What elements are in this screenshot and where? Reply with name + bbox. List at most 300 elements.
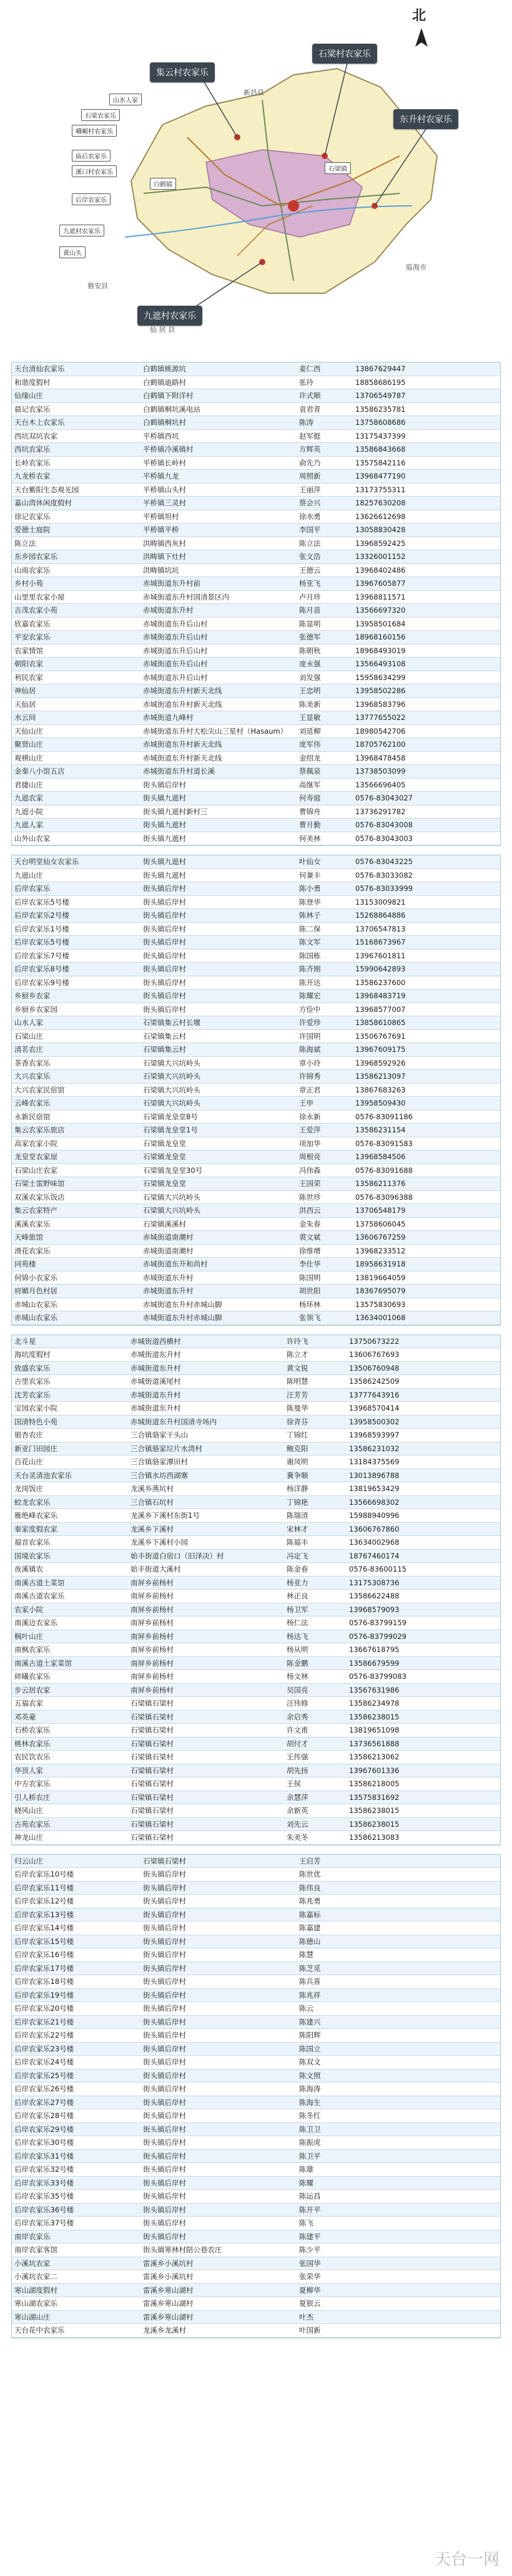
farm-owner: 陈文照 (299, 2071, 321, 2080)
table-row (12, 1348, 500, 1362)
farm-phone: 13867629447 (355, 364, 406, 374)
farm-owner: 王显敏 (299, 713, 321, 722)
farm-phone: 13958501684 (355, 619, 406, 628)
farm-owner: 陈海涛 (299, 2084, 321, 2094)
farm-phone: 13968483719 (355, 991, 406, 1001)
table-row (12, 1882, 500, 1895)
farm-owner: 张德军 (299, 633, 321, 642)
table-row (12, 389, 500, 403)
table-row (12, 855, 500, 869)
farm-owner: 陈慧 (299, 1950, 313, 1960)
farm-phone: 13506760948 (349, 1363, 400, 1373)
farm-address: 赤城街道东升后山村 (143, 673, 208, 682)
table-row (12, 765, 500, 779)
farm-name: 后岸农家乐32号楼 (14, 2165, 74, 2174)
farm-address: 平桥镇九龙 (143, 472, 179, 481)
farm-owner: 陈齐刚 (299, 965, 321, 974)
map-tag: 后岸农家乐 (72, 193, 111, 205)
farm-name: 朝阳农家 (14, 659, 43, 669)
table-row (12, 2123, 500, 2137)
farm-phone: 13858610865 (355, 1018, 406, 1028)
farm-name: 寒山湖农家乐 (14, 2299, 57, 2308)
farm-address: 街头镇后岸村 (143, 1004, 186, 1014)
farm-phone: 13173755311 (355, 485, 406, 494)
table-row (12, 1804, 500, 1818)
farm-name: 华顶人家 (14, 1766, 43, 1775)
farm-name: 秦家度假农家 (14, 1524, 57, 1533)
farm-address: 石梁镇龙皇堂 (143, 1179, 186, 1188)
farm-owner: 陈雄 (299, 2165, 313, 2174)
farm-name: 归云山庄 (14, 1856, 43, 1865)
farm-owner: 汪伟修 (287, 1699, 308, 1708)
farm-address: 石梁镇石梁村 (130, 1792, 174, 1802)
farm-owner: 陈朝秋 (299, 646, 321, 655)
table-row (12, 443, 500, 457)
farm-phone: 0576-83799029 (349, 1631, 406, 1641)
farm-address: 街头镇后岸村 (143, 2124, 186, 2134)
farm-address: 石梁镇石梁村 (143, 1856, 186, 1865)
table-row (12, 1218, 500, 1232)
table-row (12, 1922, 500, 1935)
farm-owner: 高继军 (299, 780, 321, 789)
farm-name: 桃林农家乐 (14, 1739, 51, 1748)
farm-name: 南岸农家客馆 (14, 2245, 57, 2255)
farm-phone: 13958500302 (349, 1417, 400, 1426)
farm-address: 赤城街道南潮村 (143, 1246, 194, 1255)
farm-owner: 杨卫军 (287, 1605, 308, 1614)
farm-phone: 0576-83799159 (349, 1618, 406, 1628)
farm-address: 街头镇九遮村 (143, 794, 186, 803)
table-row (12, 950, 500, 963)
farm-address: 街头镇后岸村 (143, 1910, 186, 1919)
callout-jiyun: 集云村农家乐 (150, 62, 215, 82)
table-row (12, 1177, 500, 1191)
table-row (12, 725, 500, 739)
table-row (12, 510, 500, 524)
farm-name: 沈芳农家乐 (14, 1390, 51, 1399)
farm-owner: 胡付才 (287, 1739, 308, 1748)
farm-owner: 杨环林 (299, 1300, 321, 1309)
farm-name: 后岸农家乐19号楼 (14, 1990, 74, 2000)
table-row (12, 376, 500, 390)
farm-phone: 0576-83043008 (355, 820, 413, 830)
farm-owner: 杨达飞 (287, 1631, 308, 1641)
table-row (12, 1389, 500, 1402)
farm-address: 赤城街道东升村大松尖山三星村（Hasaum） (143, 726, 288, 736)
table-row (12, 2002, 500, 2016)
farm-name: 天台清仙农家乐 (14, 364, 65, 374)
farm-name: 晓风山庄 (14, 1806, 43, 1815)
farm-address: 街头镇后岸村 (143, 2192, 186, 2201)
map-tag: 石梁镇 (325, 162, 351, 174)
farm-phone: 13968478458 (355, 753, 406, 762)
table-row (12, 1375, 500, 1389)
table-row (12, 1111, 500, 1124)
farm-phone: 18958631918 (355, 1260, 406, 1269)
farm-owner: 陈美新 (299, 699, 321, 709)
table-row (12, 1962, 500, 1976)
farm-phone: 13586231032 (349, 1444, 400, 1453)
farm-name: 后岸农家乐20号楼 (14, 2004, 74, 2013)
table-row (12, 1616, 500, 1630)
farm-phone: 13867683263 (355, 1085, 406, 1094)
farm-address: 街头镇后岸村 (143, 1923, 186, 1933)
farm-phone: 13819651098 (349, 1726, 400, 1735)
table-row (12, 1523, 500, 1537)
table-row (12, 1070, 500, 1084)
table-row (12, 1271, 500, 1285)
farm-address: 赤城街道东升村 (143, 606, 194, 615)
table-row (12, 1895, 500, 1908)
farm-address: 街头镇后岸村 (143, 2071, 186, 2080)
map-tag: 石梁农家乐 (81, 109, 120, 121)
farm-owner: 黄文锐 (287, 1363, 308, 1373)
farm-address: 赤城街道东升村 (143, 1273, 194, 1282)
farm-phone: 13758606045 (355, 1219, 406, 1228)
farm-name: 后岸农家乐1号楼 (14, 924, 69, 933)
farm-name: 后岸农家乐22号楼 (14, 2031, 74, 2040)
farm-address: 石梁镇石梁村 (130, 1766, 174, 1775)
table-row (12, 1751, 500, 1764)
farm-owner: 陈二保 (299, 924, 321, 933)
farm-address: 赤城街道东升村新天北线 (143, 686, 222, 696)
farm-name: 枫叶山庄 (14, 1631, 43, 1641)
farm-owner: 叶国新 (299, 2326, 321, 2335)
farm-phone: 13586213097 (355, 1072, 406, 1081)
farm-owner: 李仕华 (299, 1260, 321, 1269)
table-row (12, 832, 500, 846)
table-row (12, 2096, 500, 2110)
table-row (12, 1935, 500, 1949)
farm-phone: 13634001068 (355, 1313, 406, 1323)
north-indicator: 北 (412, 8, 426, 24)
farm-owner: 王国荣 (299, 1179, 321, 1188)
farm-name: 南溪边农家乐 (14, 1618, 57, 1628)
farm-address: 街头镇后岸村 (143, 2205, 186, 2214)
farm-name: 欣嘉农家乐 (14, 619, 51, 628)
farm-phone: 13013896788 (349, 1470, 400, 1480)
farm-owner: 朱美冬 (287, 1833, 308, 1842)
farm-owner: 陈耀宏 (299, 991, 321, 1001)
farm-phone: 13777655022 (355, 713, 406, 722)
farm-address: 赤城街道东升村 (130, 1404, 181, 1413)
farm-name: 聚贤山庄 (14, 740, 43, 749)
table-row (12, 631, 500, 644)
farm-phone: 13968583796 (355, 699, 406, 709)
farm-address: 赤城街道西横村 (130, 1336, 181, 1346)
farm-owner: 王申 (299, 1099, 313, 1108)
farm-name: 双溪农家乐饭店 (14, 1192, 65, 1202)
farm-address: 街头镇后岸村 (143, 978, 186, 987)
farm-name: 九遮山庄 (14, 870, 43, 880)
farm-owner: 夏柳华 (299, 2285, 321, 2295)
farm-owner: 杨洋静 (287, 1484, 308, 1494)
table-row (12, 1989, 500, 2003)
farm-name: 徐记农家乐 (14, 512, 51, 521)
farm-owner: 陈月苗 (299, 606, 321, 615)
farm-owner: 蔡佩泉 (299, 767, 321, 776)
farm-name: 石桥农家乐 (14, 1726, 51, 1735)
farm-address: 街头镇后岸村 (143, 2111, 186, 2121)
table-row (12, 989, 500, 1003)
farm-owner: 王爱萍 (299, 1125, 321, 1135)
farm-address: 街头镇后岸村 (143, 911, 186, 920)
farm-address: 街头镇后岸村 (143, 1963, 186, 1973)
farm-owner: 徐青芬 (287, 1417, 308, 1426)
table-row (12, 577, 500, 591)
farm-phone: 0576-83043225 (355, 857, 413, 867)
table-row (12, 523, 500, 537)
farm-phone: 13586238015 (349, 1712, 400, 1721)
table-row (12, 1684, 500, 1698)
farm-phone: 13153009821 (355, 897, 406, 906)
farm-address: 石梁镇大兴坑岭头 (143, 1058, 200, 1067)
farm-owner: 王传强 (287, 1752, 308, 1762)
farm-phone: 0576-83600115 (349, 1565, 406, 1574)
farm-name: 古里农家乐 (14, 1377, 51, 1386)
farm-phone: 13606767693 (349, 1350, 400, 1359)
map-label: 磐安县 (87, 282, 108, 290)
table-row (12, 1536, 500, 1550)
table-row (12, 1335, 500, 1349)
farm-name: 山里里农家小屋 (14, 592, 65, 601)
farm-owner: 叶仙女 (299, 857, 321, 867)
farm-address: 赤城街道九峰村 (143, 713, 194, 722)
farm-name: 赤城山农家乐 (14, 1313, 57, 1323)
table-row (12, 484, 500, 497)
farm-name: 乡厨乡农家 (14, 991, 51, 1001)
farm-phone: 18705762100 (355, 740, 406, 749)
farm-address: 赤城街道东升村新天北线 (143, 740, 222, 749)
table-row (12, 457, 500, 470)
farm-address: 街头镇后岸村 (143, 2151, 186, 2160)
farm-name: 五福农家 (14, 1699, 43, 1708)
farm-name: 永新民宿馆 (14, 1112, 51, 1121)
farm-phone: 15988940996 (349, 1511, 400, 1520)
table-row (12, 2016, 500, 2029)
farm-name: 神仙居 (14, 686, 36, 696)
table-row (12, 976, 500, 990)
farm-address: 赤城街道东升村 (130, 1390, 181, 1399)
farm-name: 古苑农家乐 (14, 1819, 51, 1829)
table-row (12, 1231, 500, 1245)
farm-phone: 18858686195 (355, 377, 406, 387)
farm-name: 后岸农家乐29号楼 (14, 2124, 74, 2134)
farm-name: 石梁山庄 (14, 1031, 43, 1041)
farm-owner: 陈登华 (299, 897, 321, 906)
table-row (12, 1868, 500, 1882)
farm-address: 雷溪乡寒山湖村 (143, 2312, 194, 2321)
farm-phone: 13968477190 (355, 472, 406, 481)
farm-name: 后岸农家乐17号楼 (14, 1963, 74, 1973)
farm-owner: 俞先乃 (299, 458, 321, 467)
farm-name: 西坑农家乐 (14, 445, 51, 454)
table-row (12, 698, 500, 712)
farm-name: 大兴农家乐 (14, 1072, 51, 1081)
table-row (12, 2284, 500, 2298)
farm-owner: 章正君 (299, 1085, 321, 1094)
table-row (12, 362, 500, 376)
farm-address: 白鹤镇桃源坑 (143, 364, 186, 374)
table-row (12, 909, 500, 923)
farm-name: 水云间 (14, 713, 36, 722)
farm-address: 石梁镇大兴坑岭头 (143, 1099, 200, 1108)
farm-phone: 13566697320 (355, 606, 406, 615)
table-row (12, 1402, 500, 1416)
farm-owner: 宋林才 (287, 1524, 308, 1533)
table-row (12, 1298, 500, 1312)
farm-phone: 13968402486 (355, 565, 406, 575)
farm-address: 石梁镇龙皇堂 (143, 1152, 186, 1162)
farm-name: 夜溪镇农 (14, 1565, 43, 1574)
farm-owner: 陈金鹏 (287, 1658, 308, 1668)
table-row (12, 1697, 500, 1711)
farm-phone: 15268864886 (355, 911, 406, 920)
farm-owner: 陈世珍 (299, 1192, 321, 1202)
farm-owner: 曹锦舟 (299, 807, 321, 816)
farm-name: 国境农家乐 (14, 1551, 51, 1560)
table-row (12, 1818, 500, 1832)
farm-phone: 13736561888 (349, 1739, 400, 1748)
farm-phone: 13967601336 (349, 1766, 400, 1775)
farm-owner: 周根亮 (299, 1152, 321, 1162)
farm-phone: 13819664059 (355, 1273, 406, 1282)
table-row (12, 1245, 500, 1258)
farm-owner: 叶杰 (299, 2312, 313, 2321)
farm-address: 龙溪乡下溪村小园 (130, 1538, 188, 1547)
farm-address: 石梁镇大兴坑岭头 (143, 1085, 200, 1094)
farm-address: 赤城街道东升和尚村 (143, 1260, 208, 1269)
farm-phone: 0576-83033999 (355, 884, 413, 893)
farm-address: 街头镇后岸村 (143, 938, 186, 947)
table-row (12, 1097, 500, 1111)
table-row (12, 1590, 500, 1603)
farm-name: 石梁山庄农家 (14, 1165, 57, 1175)
farm-phone: 13958509430 (355, 1099, 406, 1108)
table-row (12, 2109, 500, 2123)
farm-name: 赤城山农家乐 (14, 1300, 57, 1309)
farm-name: 山雨农家乐 (14, 565, 51, 575)
farm-name: 滑花农家乐 (14, 1246, 51, 1255)
farm-name: 后岸农家乐7号楼 (14, 951, 69, 960)
farm-owner: 王忠明 (299, 686, 321, 696)
map-tag: 山水人家 (109, 94, 142, 105)
farm-phone: 13750673222 (349, 1336, 400, 1346)
farm-owner: 冯定飞 (287, 1551, 308, 1560)
table-row (12, 550, 500, 564)
farm-phone: 13967605877 (355, 579, 406, 588)
farm-name: 龙岗饭庄 (14, 1484, 43, 1494)
farm-phone: 13706549787 (355, 391, 406, 401)
farm-name: 邓英豪 (14, 1712, 36, 1721)
farm-address: 三合镇骆家干头山 (130, 1431, 188, 1440)
table-row (12, 1563, 500, 1577)
farm-owner: 陈世优 (299, 1870, 321, 1879)
farm-owner: 杨仁法 (287, 1618, 308, 1628)
farm-name: 天台紫阳生态观光园 (14, 485, 79, 494)
farm-owner: 陈飞 (299, 2219, 313, 2228)
table-row (12, 1764, 500, 1778)
farm-address: 赤城街道东升后山村 (143, 619, 208, 628)
farm-owner: 胡先扬 (287, 1766, 308, 1775)
farm-name: 南溪古道土家菜馆 (14, 1658, 72, 1668)
farm-phone: 13586242509 (349, 1377, 400, 1386)
farm-name: 九遮农家 (14, 794, 43, 803)
farm-address: 平桥镇坦村 (143, 512, 179, 521)
farm-address: 石梁镇石梁村 (130, 1712, 174, 1721)
farm-address: 赤城街道东升村新天北线 (143, 753, 222, 762)
table-row (12, 779, 500, 792)
farm-address: 石梁镇龙皇堂8号 (143, 1112, 198, 1121)
farm-name: 后岸农家乐9号楼 (14, 978, 69, 987)
table-row (12, 1442, 500, 1456)
farm-name: 银杏农庄 (14, 1431, 43, 1440)
farm-name: 后岸农家乐37号楼 (14, 2219, 74, 2228)
farm-address: 雷溪乡寒山湖村 (143, 2285, 194, 2295)
farm-address: 石梁镇石梁村 (130, 1819, 174, 1829)
table-row (12, 2204, 500, 2217)
farm-address: 平桥镇三灵村 (143, 498, 186, 508)
farm-name: 寒山湖山庄 (14, 2312, 51, 2321)
farm-name: 农民饮农乐 (14, 1752, 51, 1762)
farm-owner: 蔡会兴 (299, 498, 321, 508)
watermark-logo: 天台一网 (434, 2550, 500, 2569)
farm-address: 街头镇后岸村 (143, 991, 186, 1001)
farm-name: 清茗农庄 (14, 1045, 43, 1054)
farm-owner: 陈曼华 (287, 1404, 308, 1413)
farm-owner: 陈明慧 (287, 1377, 308, 1386)
farm-owner: 卢月珍 (299, 592, 321, 601)
table-row (12, 537, 500, 551)
farm-phone: 0576-83091583 (355, 1139, 413, 1148)
farm-phone: 13575830693 (355, 1300, 406, 1309)
farm-name: 乡村小苑 (14, 579, 43, 588)
farm-phone: 13058830428 (355, 525, 406, 535)
farm-owner: 陈海生 (299, 2097, 321, 2107)
farm-phone: 15990642893 (355, 965, 406, 974)
farm-owner: 陈福丰 (287, 1538, 308, 1547)
table-row (12, 711, 500, 725)
table-row (12, 1016, 500, 1030)
map-tag: 溪口村农家乐 (72, 165, 117, 177)
farm-name: 后岸农家乐23号楼 (14, 2044, 74, 2053)
farm-owner: 汪芳芳 (287, 1390, 308, 1399)
farm-name: 石梁士雷野味馆 (14, 1179, 65, 1188)
farm-address: 赤城街道东升村前 (143, 579, 200, 588)
farm-phone: 0576-83091688 (355, 1165, 413, 1175)
farm-name: 小溪坑农家二 (14, 2272, 57, 2282)
table-row (12, 644, 500, 658)
farm-address: 雷溪乡小溪坑村 (143, 2272, 194, 2282)
farm-name: 海坑度假村 (14, 1350, 51, 1359)
farm-address: 街头镇九遮村 (143, 834, 186, 843)
table-row (12, 1285, 500, 1298)
farm-name: 后岸农家乐33号楼 (14, 2178, 74, 2187)
table-row (12, 1496, 500, 1510)
farm-name: 和谐度假村 (14, 377, 51, 387)
farm-phone: 13586679599 (349, 1658, 400, 1668)
table-row (12, 1164, 500, 1178)
farm-address: 街头镇后岸村 (143, 897, 186, 906)
map-tag: 黄山头 (59, 246, 86, 258)
farm-phone: 13586237600 (355, 978, 406, 987)
farm-owner: 许式顺 (299, 391, 321, 401)
farm-owner: 丁锦艳 (287, 1497, 308, 1507)
farm-address: 街头镇九遮村 (143, 857, 186, 867)
farm-phone: 0576-83799083 (349, 1672, 406, 1681)
farm-name: 君捷山庄 (14, 780, 43, 789)
farm-name: 宝园农家小院 (14, 1404, 57, 1413)
